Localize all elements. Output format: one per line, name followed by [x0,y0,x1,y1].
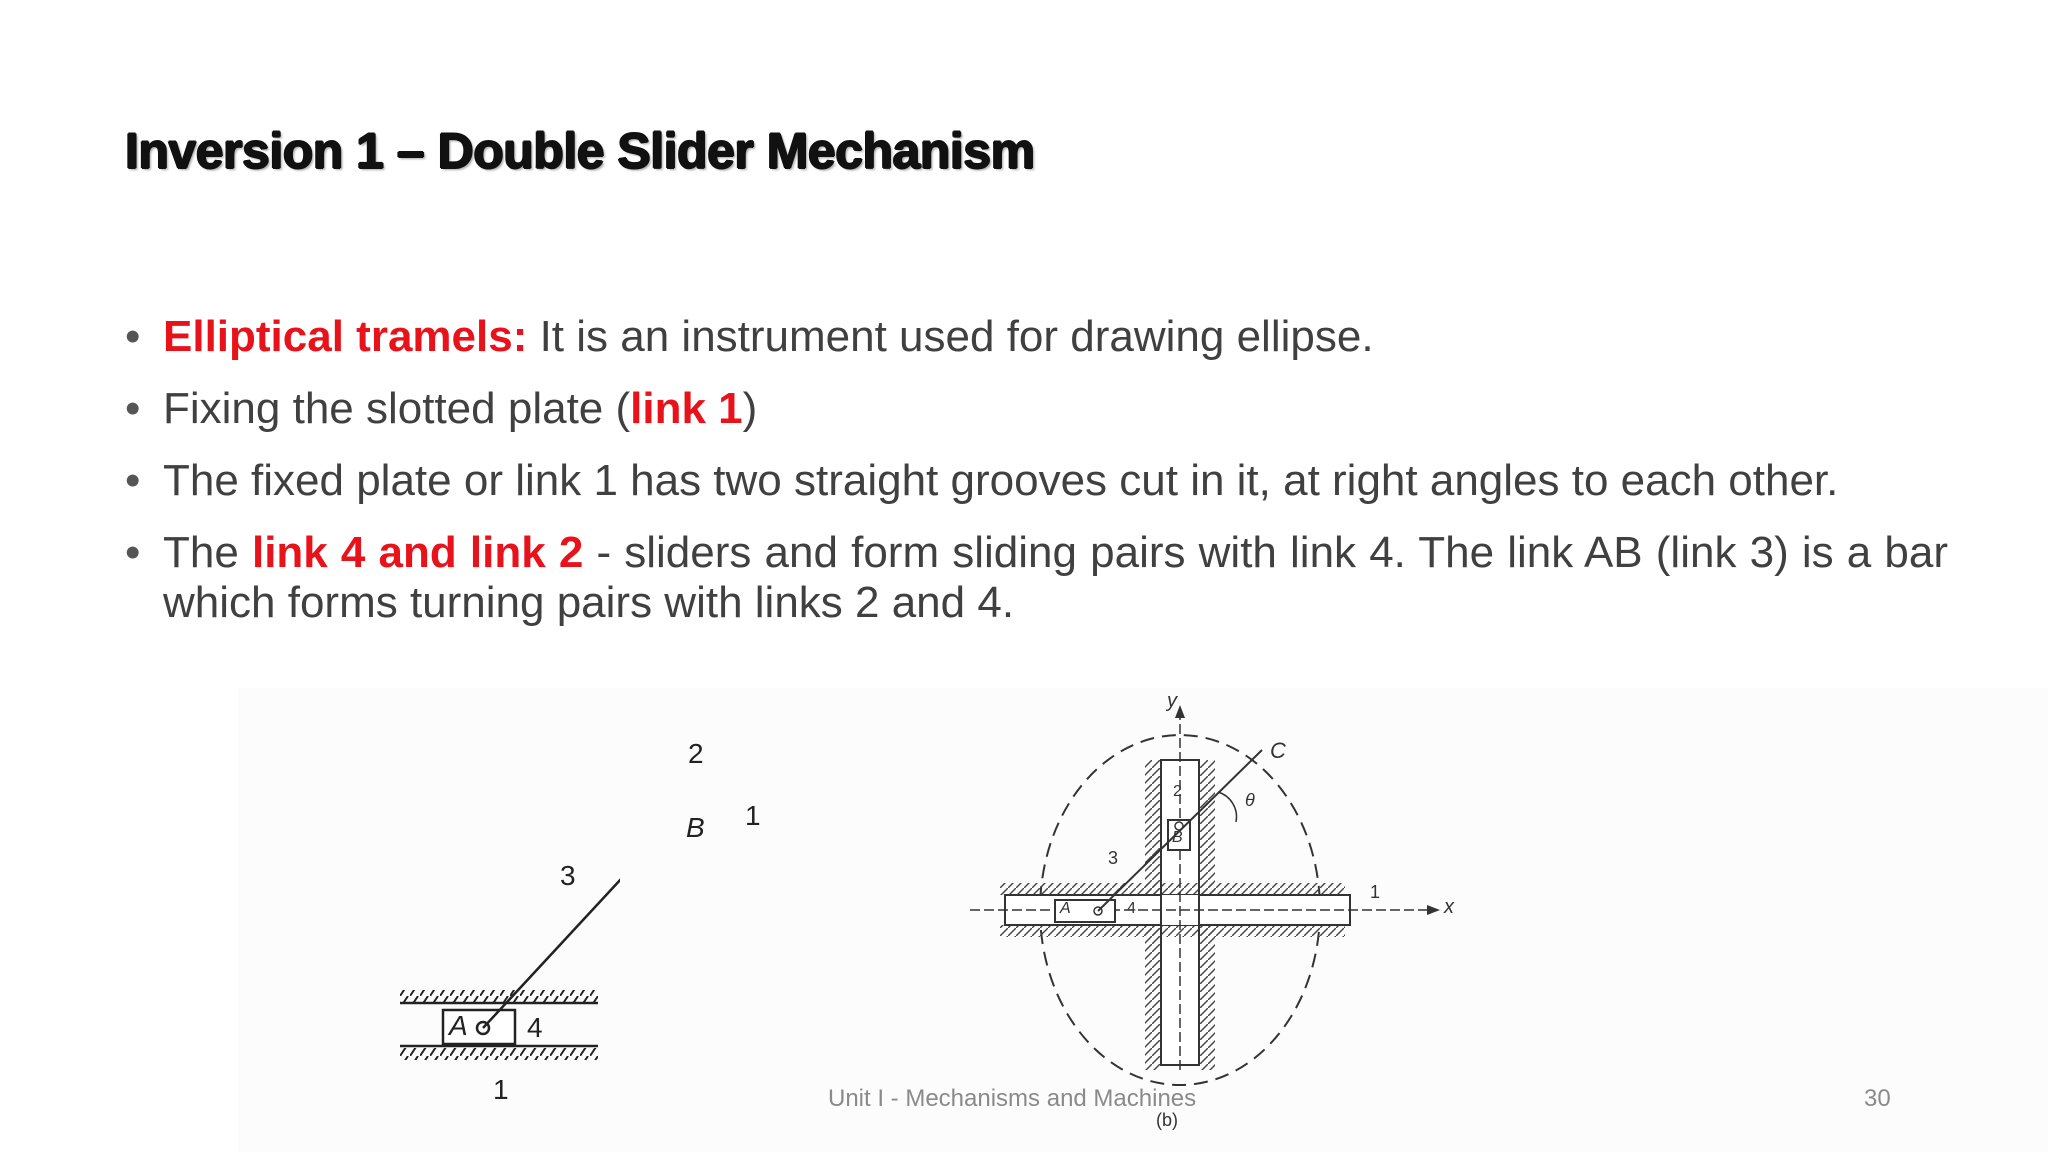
slide-number: 30 [1864,1085,1891,1112]
bullet-item [125,528,1948,628]
bullet-text: The [163,528,252,577]
bullet-highlight: link 1 [630,384,743,433]
label-link3-a: 3 [560,860,576,891]
label-A-a: A [449,1010,468,1041]
label-x-b: x [1444,896,1454,918]
label-B-b: B [1172,829,1183,846]
bullet-highlight: link 4 and link 2 [251,528,584,577]
label-C-b: C [1270,738,1286,763]
label-y-b: y [1167,690,1177,712]
bullet-dot: • [125,384,141,433]
label-theta-b: θ [1245,790,1255,810]
label-link4-a: 4 [527,1012,543,1043]
label-link2-a: 2 [688,738,704,769]
bullet-item [125,384,1948,434]
figure-b-elliptical-trammel [950,690,1470,1130]
label-link4-b: 4 [1127,900,1136,917]
bullet-item [125,456,1948,506]
bullet-dot: • [125,312,141,361]
bullet-item [125,312,1948,362]
footer-text: Unit I - Mechanisms and Machines [828,1085,1197,1112]
figure-caption-b: (b) [1156,1110,1178,1130]
label-link3-b: 3 [1108,848,1119,868]
bullet-text: The fixed plate or link 1 has two straight grooves cut in it, at right angles to each other. [163,456,1839,505]
figure-a-double-slider [390,740,620,1110]
bullet-text: ) [742,384,758,433]
bullet-text: - sliders and form sliding pairs with link 4. The link AB (link 3) is a bar which forms turning pairs with links 2 and 4. [163,528,1948,627]
bullet-text: Fixing the slotted plate ( [163,384,631,433]
bullet-text: It is an instrument used for drawing ellipse. [527,312,1374,361]
label-slot2-b: 2 [1173,783,1182,800]
label-link1-b: 1 [1370,882,1381,902]
label-link1-bottom-a: 1 [493,1074,509,1105]
label-link1-right-a: 1 [745,800,761,831]
slide-title: Inversion 1 – Double Slider Mechanism [125,123,1035,179]
bullet-list [125,312,1948,650]
bullet-dot: • [125,456,141,505]
bullet-highlight: Elliptical tramels: [163,312,528,361]
label-B-a: B [686,812,705,843]
label-A-b: A [1060,900,1071,917]
bullet-dot: • [125,528,141,577]
